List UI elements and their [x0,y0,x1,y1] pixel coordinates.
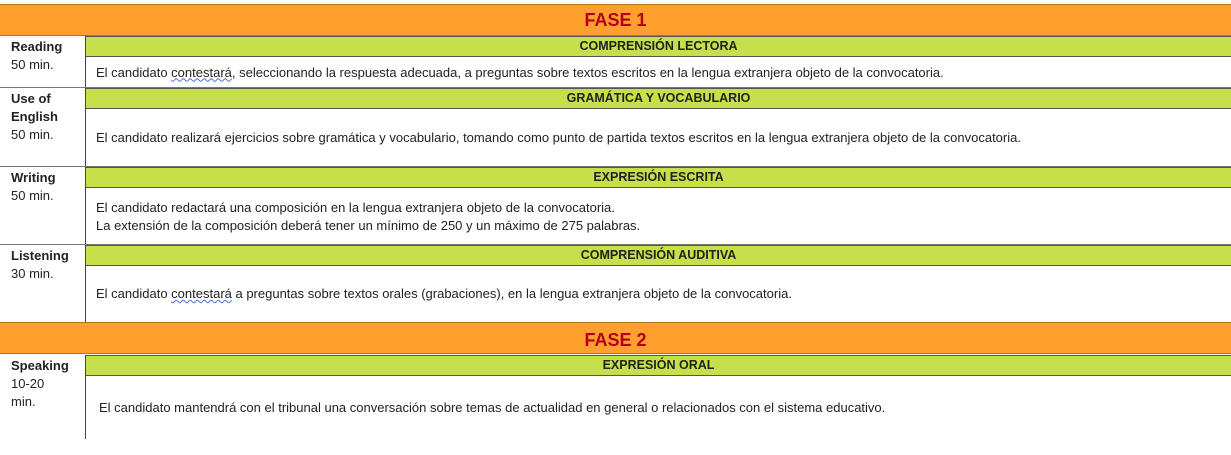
fase-1-header [0,4,1231,36]
writing-row [0,167,1231,245]
listening-label-cell [0,245,86,322]
skill-name: Reading [11,39,63,54]
section-description: El candidato realizará ejercicios sobre gramática y vocabulario, tomando como punto de partida textos escritos en la lengua extranjera objeto de la convocatoria. [96,130,1021,145]
section-heading: COMPRENSIÓN LECTORA [86,36,1231,57]
reading-row [0,36,1231,88]
use-of-english-label-cell [0,88,86,167]
speaking-row [0,355,1231,439]
listening-row [0,245,1231,322]
section-heading: COMPRENSIÓN AUDITIVA [86,245,1231,266]
skill-name-line-2: English [11,109,58,124]
skill-duration-line-2: min. [11,394,36,409]
skill-name: Writing [11,170,56,185]
section-heading: EXPRESIÓN ESCRITA [86,167,1231,188]
fase-1-title: FASE 1 [584,10,647,30]
skill-name-line-1: Use of [11,91,51,106]
reading-label-cell [0,36,86,88]
skill-duration: 30 min. [11,266,54,281]
fase-2-header [0,322,1231,354]
skill-duration: 50 min. [11,188,54,203]
section-heading: EXPRESIÓN ORAL [86,355,1231,376]
spellcheck-word: contestará [171,286,232,301]
speaking-label-cell [0,355,86,439]
skill-duration-line-1: 10-20 [11,376,45,391]
skill-name: Speaking [11,358,69,373]
section-description: El candidato redactará una composición en la lengua extranjera objeto de la convocatoria. La extensión de la composición deberá tener un mínimo de 250 y un máximo de 275 palabras. [96,199,641,233]
skill-duration: 50 min. [11,57,54,72]
section-description: El candidato contestará a preguntas sobre textos orales (grabaciones), en la lengua extranjera objeto de la convocatoria. [96,286,792,301]
spellcheck-word: contestará [171,64,232,80]
fase-2-title: FASE 2 [584,330,647,350]
skill-duration: 50 min. [11,127,54,142]
section-description: El candidato mantendrá con el tribunal una conversación sobre temas de actualidad en general o relacionados con el sistema educativo. [99,399,886,415]
use-of-english-row [0,88,1231,167]
skill-name: Listening [11,248,69,263]
writing-label-cell [0,167,86,245]
section-description: El candidato contestará, seleccionando la respuesta adecuada, a preguntas sobre textos escritos en la lengua extranjera objeto de la convocatoria. [96,64,944,80]
section-heading: GRAMÁTICA Y VOCABULARIO [86,88,1231,109]
